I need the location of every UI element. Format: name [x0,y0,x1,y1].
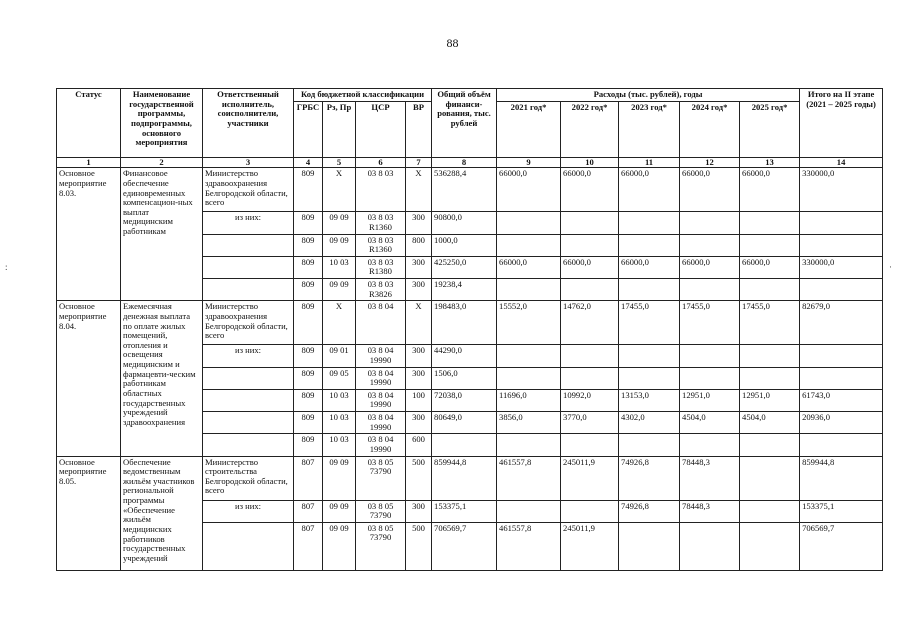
program-name-cell: Обеспечение ведомственным жильём участников региональной программы «Обеспечение жильём медицинских работников государственных учреждений [121,456,203,570]
y2022-cell [561,279,619,301]
header-grbs: ГРБС [294,101,323,157]
grbs-cell: 809 [294,412,323,434]
y2023-cell [619,234,680,256]
y2025-cell [740,500,800,522]
stage-total-cell [800,367,883,389]
y2022-cell: 10992,0 [561,389,619,411]
column-number: 8 [432,157,497,168]
total-volume-cell: 536288,4 [432,168,497,212]
y2023-cell [619,279,680,301]
header-vr: ВР [406,101,432,157]
y2021-cell [497,234,561,256]
csr-cell: 03 8 04 19990 [356,412,406,434]
stage-total-cell: 859944,8 [800,456,883,500]
vr-cell: X [406,301,432,345]
stage-total-cell [800,434,883,456]
y2023-cell: 17455,0 [619,301,680,345]
stage-total-cell: 330000,0 [800,168,883,212]
total-volume-cell: 425250,0 [432,256,497,278]
y2022-cell: 245011,9 [561,522,619,570]
responsible-cell [203,256,294,278]
column-number: 2 [121,157,203,168]
csr-cell: 03 8 03 R1380 [356,256,406,278]
grbs-cell: 809 [294,279,323,301]
total-volume-cell: 198483,0 [432,301,497,345]
column-number: 12 [680,157,740,168]
y2025-cell [740,434,800,456]
grbs-cell: 809 [294,367,323,389]
csr-cell: 03 8 04 19990 [356,367,406,389]
y2024-cell: 66000,0 [680,168,740,212]
header-total-volume: Общий объём финанси-рования, тыс. рублей [432,89,497,158]
vr-cell: 600 [406,434,432,456]
rz-pr-cell: 10 03 [323,256,356,278]
y2022-cell [561,500,619,522]
y2025-cell [740,367,800,389]
total-volume-cell: 80649,0 [432,412,497,434]
y2025-cell: 66000,0 [740,256,800,278]
stage-total-cell: 20936,0 [800,412,883,434]
y2025-cell [740,522,800,570]
y2023-cell [619,212,680,234]
y2024-cell: 4504,0 [680,412,740,434]
grbs-cell: 809 [294,434,323,456]
column-number: 11 [619,157,680,168]
y2021-cell: 11696,0 [497,389,561,411]
y2021-cell: 66000,0 [497,256,561,278]
total-volume-cell: 72038,0 [432,389,497,411]
header-2024: 2024 год* [680,101,740,157]
vr-cell: 300 [406,345,432,367]
responsible-cell: из них: [203,345,294,367]
csr-cell: 03 8 05 73790 [356,522,406,570]
table-row [57,456,883,500]
responsible-cell: из них: [203,500,294,522]
stage-total-cell: 82679,0 [800,301,883,345]
grbs-cell: 809 [294,212,323,234]
y2023-cell [619,367,680,389]
y2024-cell [680,279,740,301]
csr-cell: 03 8 03 [356,168,406,212]
vr-cell: 300 [406,279,432,301]
column-number: 5 [323,157,356,168]
column-number: 13 [740,157,800,168]
responsible-cell: Министерство здравоохранения Белгородской области, всего [203,301,294,345]
grbs-cell: 809 [294,168,323,212]
y2023-cell: 74926,8 [619,500,680,522]
y2023-cell: 66000,0 [619,256,680,278]
y2025-cell [740,279,800,301]
rz-pr-cell: 09 09 [323,456,356,500]
rz-pr-cell: 09 05 [323,367,356,389]
y2021-cell: 461557,8 [497,522,561,570]
rz-pr-cell: 09 09 [323,212,356,234]
y2022-cell [561,367,619,389]
column-number: 7 [406,157,432,168]
vr-cell: 300 [406,212,432,234]
rz-pr-cell: X [323,301,356,345]
total-volume-cell: 153375,1 [432,500,497,522]
header-2022: 2022 год* [561,101,619,157]
y2022-cell [561,234,619,256]
y2023-cell [619,522,680,570]
column-number: 9 [497,157,561,168]
responsible-cell: Министерство строительства Белгородской области, всего [203,456,294,500]
csr-cell: 03 8 04 [356,301,406,345]
total-volume-cell [432,434,497,456]
y2021-cell: 461557,8 [497,456,561,500]
stage-total-cell [800,212,883,234]
responsible-cell [203,389,294,411]
responsible-cell [203,279,294,301]
y2024-cell: 66000,0 [680,256,740,278]
y2021-cell [497,367,561,389]
budget-table [56,88,883,571]
y2023-cell: 4302,0 [619,412,680,434]
column-number: 6 [356,157,406,168]
vr-cell: 300 [406,500,432,522]
y2023-cell: 74926,8 [619,456,680,500]
header-name: Наименование государственной программы, подпрограммы, основного мероприятия [121,89,203,158]
y2021-cell [497,279,561,301]
rz-pr-cell: 09 09 [323,279,356,301]
header-status: Статус [57,89,121,158]
total-volume-cell: 1000,0 [432,234,497,256]
stage-total-cell: 706569,7 [800,522,883,570]
y2024-cell [680,234,740,256]
y2025-cell [740,456,800,500]
y2024-cell [680,367,740,389]
y2025-cell: 4504,0 [740,412,800,434]
stage-total-cell: 330000,0 [800,256,883,278]
program-name-cell: Ежемесячная денежная выплата по оплате жилых помещений, отопления и освещения медицинским и фармацевти-ческим работникам областных государственных учреждений здравоохранения [121,301,203,456]
rz-pr-cell: 09 09 [323,522,356,570]
y2023-cell [619,345,680,367]
y2024-cell [680,522,740,570]
y2021-cell: 3856,0 [497,412,561,434]
stage-total-cell [800,345,883,367]
grbs-cell: 807 [294,500,323,522]
vr-cell: 100 [406,389,432,411]
csr-cell: 03 8 05 73790 [356,500,406,522]
grbs-cell: 809 [294,234,323,256]
csr-cell: 03 8 04 19990 [356,434,406,456]
header-responsible: Ответственный исполнитель, соисполнители, участники [203,89,294,158]
y2024-cell: 78448,3 [680,500,740,522]
column-number: 10 [561,157,619,168]
header-2023: 2023 год* [619,101,680,157]
status-cell: Основное мероприятие 8.03. [57,168,121,301]
y2024-cell [680,345,740,367]
y2025-cell [740,345,800,367]
status-cell: Основное мероприятие 8.04. [57,301,121,456]
y2022-cell: 245011,9 [561,456,619,500]
grbs-cell: 807 [294,456,323,500]
grbs-cell: 809 [294,301,323,345]
header-2025: 2025 год* [740,101,800,157]
column-number: 3 [203,157,294,168]
scan-mark: : [5,262,8,272]
y2025-cell [740,212,800,234]
y2021-cell [497,434,561,456]
rz-pr-cell: X [323,168,356,212]
header-expenses: Расходы (тыс. рублей), годы [497,89,800,102]
total-volume-cell: 706569,7 [432,522,497,570]
y2022-cell: 66000,0 [561,168,619,212]
rz-pr-cell: 09 09 [323,500,356,522]
y2022-cell: 14762,0 [561,301,619,345]
column-number: 4 [294,157,323,168]
status-cell: Основное мероприятие 8.05. [57,456,121,570]
y2024-cell: 12951,0 [680,389,740,411]
header-budget-code: Код бюджетной классификации [294,89,432,102]
header-csr: ЦСР [356,101,406,157]
rz-pr-cell: 09 01 [323,345,356,367]
rz-pr-cell: 10 03 [323,389,356,411]
total-volume-cell: 1506,0 [432,367,497,389]
grbs-cell: 809 [294,256,323,278]
y2021-cell: 66000,0 [497,168,561,212]
vr-cell: X [406,168,432,212]
y2024-cell: 17455,0 [680,301,740,345]
grbs-cell: 809 [294,345,323,367]
y2023-cell [619,434,680,456]
y2025-cell: 12951,0 [740,389,800,411]
page-number: 88 [446,36,459,50]
header-rz-pr: Рз, Пр [323,101,356,157]
csr-cell: 03 8 03 R1360 [356,212,406,234]
y2022-cell [561,212,619,234]
y2023-cell: 13153,0 [619,389,680,411]
grbs-cell: 809 [294,389,323,411]
vr-cell: 300 [406,367,432,389]
responsible-cell: из них: [203,212,294,234]
vr-cell: 500 [406,456,432,500]
table-row [57,301,883,345]
y2025-cell: 66000,0 [740,168,800,212]
vr-cell: 500 [406,522,432,570]
y2022-cell [561,434,619,456]
responsible-cell: Министерство здравоохранения Белгородской области, всего [203,168,294,212]
budget-table-body [57,168,883,571]
total-volume-cell: 19238,4 [432,279,497,301]
y2021-cell [497,345,561,367]
responsible-cell [203,522,294,570]
column-number-row [57,157,883,168]
csr-cell: 03 8 04 19990 [356,345,406,367]
stage-total-cell [800,234,883,256]
csr-cell: 03 8 05 73790 [356,456,406,500]
y2024-cell: 78448,3 [680,456,740,500]
table-row [57,168,883,212]
y2021-cell [497,212,561,234]
grbs-cell: 807 [294,522,323,570]
y2024-cell [680,434,740,456]
stage-total-cell: 61743,0 [800,389,883,411]
y2022-cell: 66000,0 [561,256,619,278]
header-2021: 2021 год* [497,101,561,157]
responsible-cell [203,367,294,389]
scan-mark: · [889,262,892,272]
stage-total-cell: 153375,1 [800,500,883,522]
total-volume-cell: 859944,8 [432,456,497,500]
responsible-cell [203,234,294,256]
vr-cell: 300 [406,412,432,434]
y2024-cell [680,212,740,234]
y2023-cell: 66000,0 [619,168,680,212]
csr-cell: 03 8 03 R3826 [356,279,406,301]
header-stage-total: Итого на II этапе (2021 – 2025 годы) [800,89,883,158]
total-volume-cell: 90800,0 [432,212,497,234]
y2022-cell: 3770,0 [561,412,619,434]
rz-pr-cell: 10 03 [323,434,356,456]
program-name-cell: Финансовое обеспечение единовременных компенсацион-ных выплат медицинским работникам [121,168,203,301]
vr-cell: 300 [406,256,432,278]
total-volume-cell: 44290,0 [432,345,497,367]
y2022-cell [561,345,619,367]
responsible-cell [203,412,294,434]
rz-pr-cell: 10 03 [323,412,356,434]
stage-total-cell [800,279,883,301]
rz-pr-cell: 09 09 [323,234,356,256]
csr-cell: 03 8 03 R1360 [356,234,406,256]
column-number: 14 [800,157,883,168]
y2021-cell [497,500,561,522]
column-number: 1 [57,157,121,168]
y2025-cell: 17455,0 [740,301,800,345]
y2021-cell: 15552,0 [497,301,561,345]
csr-cell: 03 8 04 19990 [356,389,406,411]
responsible-cell [203,434,294,456]
y2025-cell [740,234,800,256]
vr-cell: 800 [406,234,432,256]
